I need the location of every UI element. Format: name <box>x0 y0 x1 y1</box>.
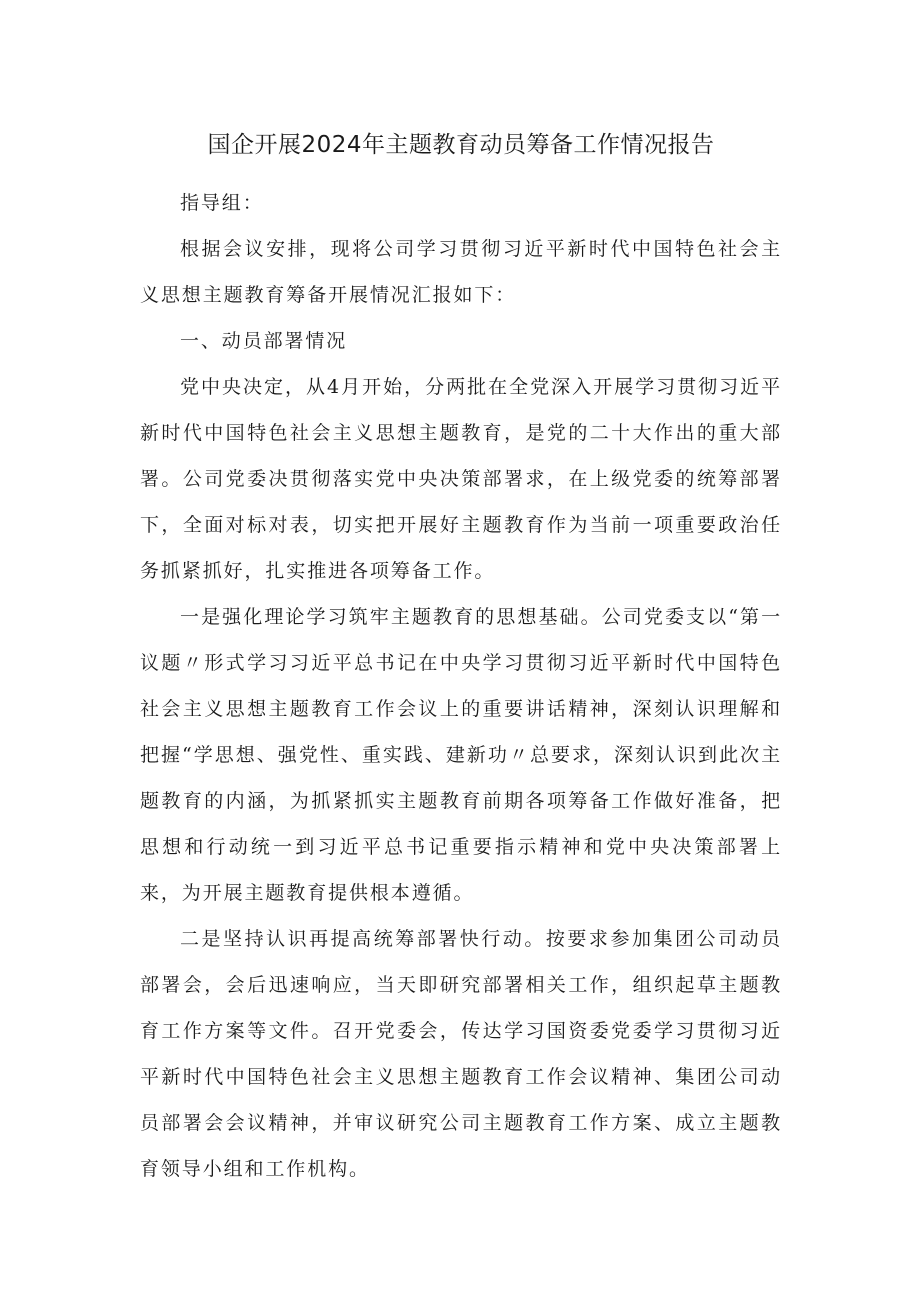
salutation: 指导组： <box>180 192 264 214</box>
document-title: 国企开展2024年主题教育动员筹备工作情况报告 <box>207 132 715 158</box>
body-paragraph: 一是强化理论学习筑牢主题教育的思想基础。公司党委支以“第一议题〃形式学习习近平总书记在中央学习贯彻习近平新时代中国特色社会主义思想主题教育工作会议上的重要讲话精神，深刻认识理解和把握“学思想、强党性、重实践、建新功〃总要求，深刻认识到此次主题教育的内涵，为抓紧抓实主题教育前期各项筹备工作做好准备，把思想和行动统一到习近平总书记重要指示精神和党中央决策部署上来，为开展主题教育提供根本遵循。 <box>140 606 782 904</box>
intro-paragraph: 根据会议安排，现将公司学习贯彻习近平新时代中国特色社会主义思想主题教育筹备开展情况汇报如下： <box>140 238 782 306</box>
body-paragraph: 二是坚持认识再提高统筹部署快行动。按要求参加集团公司动员部署会，会后迅速响应，当天即研究部署相关工作，组织起草主题教育工作方案等文件。召开党委会，传达学习国资委党委学习贯彻习近平新时代中国特色社会主义思想主题教育工作会议精神、集团公司动员部署会会议精神，并审议研究公司主题教育工作方案、成立主题教育领导小组和工作机构。 <box>140 928 782 1180</box>
body-paragraph: 党中央决定，从4月开始，分两批在全党深入开展学习贯彻习近平新时代中国特色社会主义思想主题教育，是党的二十大作出的重大部署。公司党委决贯彻落实党中央决策部署求，在上级党委的统筹部署下，全面对标对表，切实把开展好主题教育作为当前一项重要政治任务抓紧抓好，扎实推进各项筹备工作。 <box>140 376 782 582</box>
section-heading: 一、动员部署情况 <box>180 330 348 352</box>
